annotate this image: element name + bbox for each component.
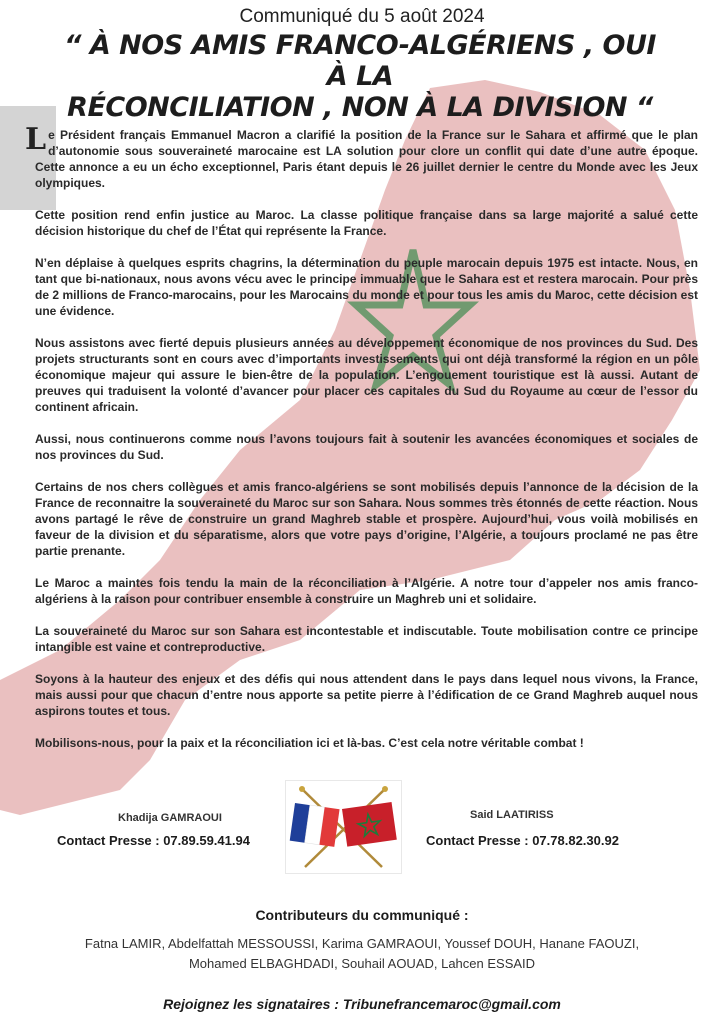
paragraph-4: Nous assistons avec fierté depuis plusieurs années au développement économique de nos provinces du Sud. Des projets structurants sont en cours avec d’importants investissements qui ont déjà transformé la région en un pôle économique majeur qui assure le bien-être de la population. L’engouement touristique est là aussi. Autant de preuves qui traduisent la volonté d’avancer pour placer ces capitales du Sud du Royaume au cœur de l’essor du continent africain. [35,336,698,414]
contributors-line-2: Mohamed ELBAGHDADI, Souhail AOUAD, Lahcen ESSAID [188,956,536,971]
paragraph-9: Soyons à la hauteur des enjeux et des défis qui nous attendent dans le pays dans lequel nous vivons, la France, mais aussi pour que chacun d’entre nous apporte sa petite pierre à l’édification de ce Grand Maghreb auquel nous aspirons toutes et tous. [35,672,698,718]
communique-body [25,122,698,767]
morocco-flag [342,802,397,847]
join-signatories-line: Rejoignez les signataires : Tribunefrancemaroc@gmail.com [163,996,561,1012]
drop-cap: L [25,122,47,157]
paragraph-3: N’en déplaise à quelques esprits chagrins, la détermination du peuple marocain depuis 1975 est intacte. Nous, en tant que bi-nationaux, nous avons vécu avec le principe immuable que le Sahara est et restera marocain. Pour près de 2 millions de Franco-marocains, pour les Marocains du monde et pour tous les amis du Maroc, cette décision est une évidence. [35,256,698,318]
page-title [60,30,660,123]
contributors-title: Contributeurs du communiqué : [255,907,469,923]
paragraph-1 [25,122,698,191]
crossed-flags-image [285,780,402,874]
paragraph-2: Cette position rend enfin justice au Maroc. La classe politique française dans sa large majorité a salué cette décision historique du chef de l’État qui représente la France. [35,208,698,238]
paragraph-5: Aussi, nous continuerons comme nous l’avons toujours fait à soutenir les avancées économiques et sociales de nos provinces du Sud. [35,432,698,462]
contributors-line-1: Fatna LAMIR, Abdelfattah MESSOUSSI, Karima GAMRAOUI, Youssef DOUH, Hanane FAOUZI, [84,936,640,951]
paragraph-10: Mobilisons-nous, pour la paix et la réconciliation ici et là-bas. C’est cela notre véritable combat ! [35,736,584,750]
headline-line-2: RÉCONCILIATION , NON À LA DIVISION “ [67,92,653,123]
signatory-right-contact: Contact Presse : 07.78.82.30.92 [426,833,619,848]
paragraph-7: Le Maroc a maintes fois tendu la main de la réconciliation à l’Algérie. A notre tour d’appeler nos amis franco-algériens à la raison pour contribuer ensemble à construire un Maghreb uni et solidaire. [35,576,698,606]
signatory-left-name: Khadija GAMRAOUI [118,812,222,824]
paragraph-6: Certains de nos chers collègues et amis franco-algériens se sont mobilisés depuis l’annonce de la décision de la France de reconnaitre la souveraineté du Maroc sur son Sahara. Nous sommes très étonnés de cette réaction. Nous avons partagé le rêve de construire un grand Maghreb stable et prospère. Aujourd’hui, vous voilà mobilisés en faveur de la division et du séparatisme, alors que votre pays d’origine, l’Algérie, a toujours proclamé ne pas être partie prenante. [35,480,698,558]
crossed-flags-icon [286,781,401,873]
paragraph-8: La souveraineté du Maroc sur son Sahara est incontestable et indiscutable. Toute mobilisation contre ce principe intangible est vaine et contreproductive. [35,624,698,654]
signatory-left-contact: Contact Presse : 07.89.59.41.94 [57,833,250,848]
signatory-right-name: Said LAATIRISS [470,809,554,821]
contributors-list [60,934,664,974]
france-flag [290,803,340,847]
communique-date: Communiqué du 5 août 2024 [239,6,485,27]
paragraph-1-text: e Président français Emmanuel Macron a clarifié la position de la France sur le Sahara et affirmé que le plan d’autonomie sous souveraineté marocaine est LA solution pour clore un conflit qui date d’une autre époque. Cette annonce a eu un écho exceptionnel, Paris étant depuis le 26 juillet dernier le centre du Monde avec les Jeux olympiques. [35,128,698,190]
headline-line-1: “ À NOS AMIS FRANCO-ALGÉRIENS , OUI À LA [64,30,656,92]
